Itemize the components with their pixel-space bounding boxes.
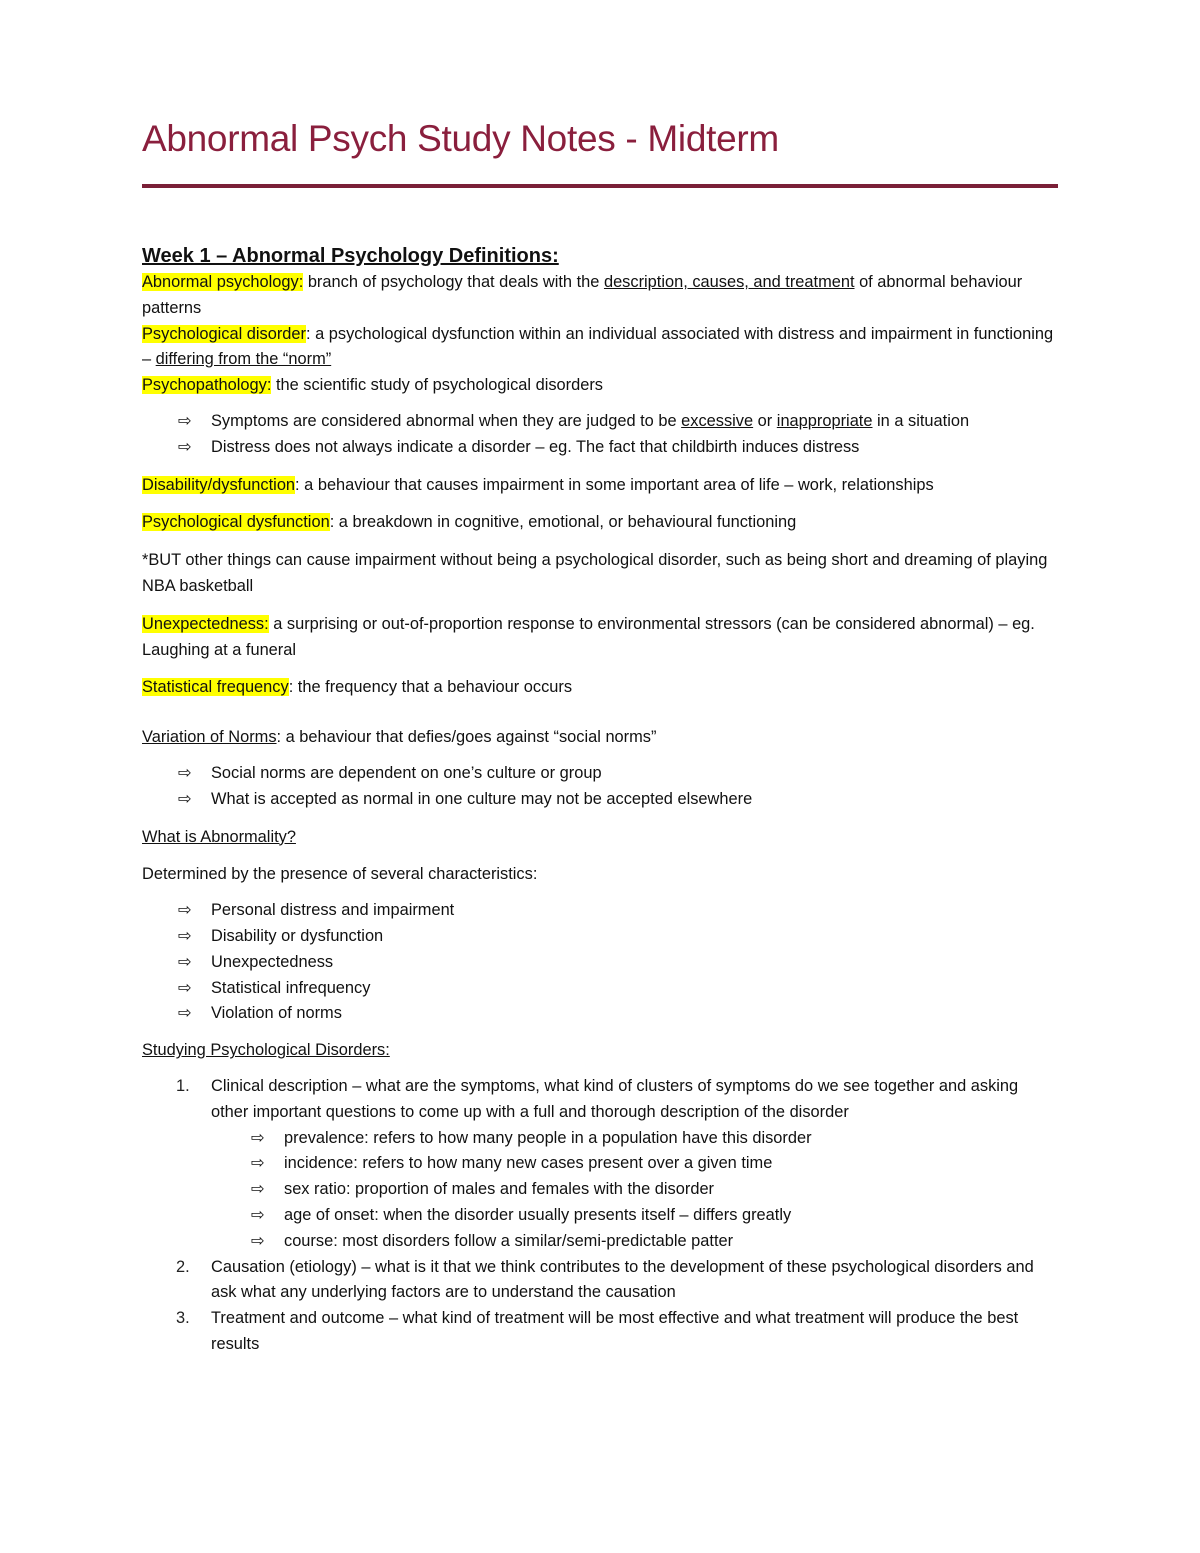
list-item: ⇨ Symptoms are considered abnormal when they are judged to be excessive or inappropriate in a situation (142, 409, 1058, 435)
arrow-icon: ⇨ (251, 1180, 265, 1199)
term-highlight: Psychological disorder (142, 324, 306, 343)
term-highlight: Psychopathology: (142, 376, 272, 395)
abnormality-bullets (142, 898, 1058, 1027)
norms-bullets (142, 761, 1058, 813)
def-psychopathology: Psychopathology: the scientific study of psychological disorders (142, 376, 604, 395)
list-item: ⇨ course: most disorders follow a similar/semi-predictable patter (142, 1229, 1058, 1255)
list-item: ⇨ Statistical infrequency (142, 976, 1058, 1002)
list-item: ⇨ Personal distress and impairment (142, 898, 1058, 924)
abnormality-intro: Determined by the presence of several characteristics: (142, 865, 538, 884)
list-item: ⇨ Disability or dysfunction (142, 924, 1058, 950)
list-item: ⇨ sex ratio: proportion of males and females with the disorder (142, 1177, 1058, 1203)
list-item: ⇨ incidence: refers to how many new cases present over a given time (142, 1151, 1058, 1177)
def-variation-of-norms: Variation of Norms: a behaviour that defies/goes against “social norms” (142, 728, 657, 747)
title-rule (142, 184, 1058, 188)
document-body (142, 242, 1058, 1358)
def-abnormal-psychology: Abnormal psychology: branch of psychology that deals with the description, causes, and treatment of abnormal behaviour patterns (142, 273, 1023, 317)
def-disability: Disability/dysfunction: a behaviour that causes impairment in some important area of life – work, relationships (142, 475, 934, 494)
arrow-icon: ⇨ (178, 1004, 192, 1023)
list-item: 2. Causation (etiology) – what is it that we think contributes to the development of these psychological disorders and ask what any underlying factors are to understand the causation (142, 1255, 1058, 1307)
step-number: 2. (176, 1257, 190, 1276)
abnormality-heading: What is Abnormality? (142, 827, 296, 846)
page-title: Abnormal Psych Study Notes - Midterm (142, 118, 779, 159)
arrow-icon: ⇨ (178, 437, 192, 456)
arrow-icon: ⇨ (178, 901, 192, 920)
list-item: ⇨ Social norms are dependent on one’s culture or group (142, 761, 1058, 787)
def-psychological-disorder: Psychological disorder: a psychological dysfunction within an individual associated with distress and impairment in functioning – differing from the “norm” (142, 324, 1054, 369)
arrow-icon: ⇨ (178, 952, 192, 971)
but-note: *BUT other things can cause impairment without being a psychological disorder, such as being short and dreaming of playing NBA basketball (142, 551, 1048, 595)
term-highlight: Abnormal psychology: (142, 273, 304, 291)
symptom-bullets (142, 409, 1058, 461)
arrow-icon: ⇨ (251, 1205, 265, 1224)
week-heading: Week 1 – Abnormal Psychology Definitions: (142, 245, 559, 267)
step-number: 3. (176, 1309, 190, 1328)
term-highlight: Psychological dysfunction (142, 513, 330, 532)
list-item: 1. Clinical description – what are the symptoms, what kind of clusters of symptoms do we see together and asking other important questions to come up with a full and thorough description of the disorder (142, 1074, 1058, 1126)
list-item: ⇨ Unexpectedness (142, 950, 1058, 976)
list-item: ⇨ age of onset: when the disorder usually presents itself – differs greatly (142, 1203, 1058, 1229)
studying-steps (142, 1074, 1058, 1126)
arrow-icon: ⇨ (251, 1154, 265, 1173)
def-statistical-frequency: Statistical frequency: the frequency that a behaviour occurs (142, 678, 573, 697)
arrow-icon: ⇨ (178, 978, 192, 997)
clinical-sub-bullets (142, 1126, 1058, 1255)
list-item: ⇨ What is accepted as normal in one culture may not be accepted elsewhere (142, 787, 1058, 813)
arrow-icon: ⇨ (178, 926, 192, 945)
list-item: ⇨ Distress does not always indicate a disorder – eg. The fact that childbirth induces distress (142, 435, 1058, 461)
arrow-icon: ⇨ (178, 789, 192, 808)
arrow-icon: ⇨ (251, 1128, 265, 1147)
studying-steps-continued (142, 1255, 1058, 1358)
list-item: 3. Treatment and outcome – what kind of treatment will be most effective and what treatment will produce the best results (142, 1306, 1058, 1358)
def-psychological-dysfunction: Psychological dysfunction: a breakdown in cognitive, emotional, or behavioural functioning (142, 513, 797, 532)
term-highlight: Statistical frequency (142, 678, 289, 697)
list-item: ⇨ Violation of norms (142, 1001, 1058, 1027)
arrow-icon: ⇨ (251, 1231, 265, 1250)
list-item: ⇨ prevalence: refers to how many people in a population have this disorder (142, 1126, 1058, 1152)
arrow-icon: ⇨ (178, 763, 192, 782)
step-number: 1. (176, 1076, 190, 1095)
studying-heading: Studying Psychological Disorders: (142, 1041, 390, 1060)
term-highlight: Disability/dysfunction (142, 475, 296, 494)
def-unexpectedness: Unexpectedness: a surprising or out-of-proportion response to environmental stressors (can be considered abnormal) – eg. Laughing at a funeral (142, 614, 1035, 659)
term-highlight: Unexpectedness: (142, 614, 269, 633)
arrow-icon: ⇨ (178, 411, 192, 430)
